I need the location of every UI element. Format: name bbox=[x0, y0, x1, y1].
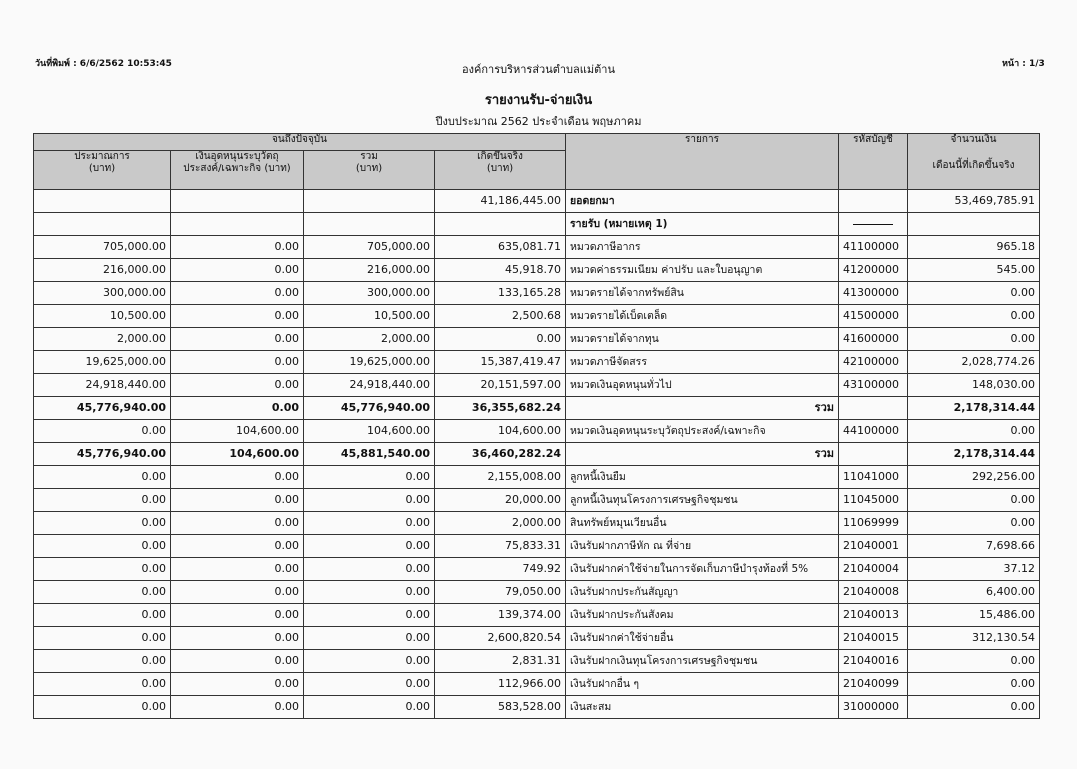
cell-actual: 20,000.00 bbox=[435, 489, 566, 512]
cell-estimate: 0.00 bbox=[34, 604, 171, 627]
cell-actual: 2,000.00 bbox=[435, 512, 566, 535]
cell-amount: 6,400.00 bbox=[908, 581, 1040, 604]
cell-amount: 2,178,314.44 bbox=[908, 397, 1040, 420]
cell-account-code: 41500000 bbox=[839, 305, 908, 328]
table-row bbox=[34, 558, 1040, 581]
cell-item: เงินรับฝากค่าใช้จ่ายอื่น bbox=[566, 627, 839, 650]
cell-estimate bbox=[34, 213, 171, 236]
cell-estimate: 0.00 bbox=[34, 420, 171, 443]
cell-special-grant: 0.00 bbox=[171, 259, 304, 282]
cell-account-code: 21040004 bbox=[839, 558, 908, 581]
cell-amount bbox=[908, 213, 1040, 236]
cell-actual: 133,165.28 bbox=[435, 282, 566, 305]
cell-estimate: 0.00 bbox=[34, 627, 171, 650]
cell-amount: 965.18 bbox=[908, 236, 1040, 259]
cell-item: ลูกหนี้เงินยืม bbox=[566, 466, 839, 489]
cell-total: 0.00 bbox=[304, 535, 435, 558]
cell-estimate: 0.00 bbox=[34, 489, 171, 512]
cell-actual: 2,500.68 bbox=[435, 305, 566, 328]
cell-estimate: 0.00 bbox=[34, 558, 171, 581]
cell-special-grant: 0.00 bbox=[171, 512, 304, 535]
table-row bbox=[34, 581, 1040, 604]
cell-item: หมวดภาษีอากร bbox=[566, 236, 839, 259]
cell-actual bbox=[435, 213, 566, 236]
cell-amount: 37.12 bbox=[908, 558, 1040, 581]
cell-total: 0.00 bbox=[304, 581, 435, 604]
cell-item: เงินรับฝากประกันสัญญา bbox=[566, 581, 839, 604]
cell-account-code bbox=[839, 213, 908, 236]
header-to-date: จนถึงปัจจุบัน bbox=[34, 134, 566, 151]
table-row bbox=[34, 604, 1040, 627]
table-row bbox=[34, 627, 1040, 650]
page-number: หน้า : 1/3 bbox=[1002, 59, 1045, 69]
cell-item: รวม bbox=[566, 443, 839, 466]
cell-item: เงินรับฝากประกันสังคม bbox=[566, 604, 839, 627]
cell-account-code: 41200000 bbox=[839, 259, 908, 282]
cell-total: 216,000.00 bbox=[304, 259, 435, 282]
cell-special-grant: 0.00 bbox=[171, 627, 304, 650]
cell-account-code: 44100000 bbox=[839, 420, 908, 443]
cell-actual: 0.00 bbox=[435, 328, 566, 351]
cell-total: 300,000.00 bbox=[304, 282, 435, 305]
cell-account-code: 21040001 bbox=[839, 535, 908, 558]
cell-actual: 749.92 bbox=[435, 558, 566, 581]
cell-special-grant: 0.00 bbox=[171, 351, 304, 374]
cell-actual: 139,374.00 bbox=[435, 604, 566, 627]
cell-actual: 75,833.31 bbox=[435, 535, 566, 558]
cell-estimate: 0.00 bbox=[34, 581, 171, 604]
cell-special-grant: 0.00 bbox=[171, 604, 304, 627]
table-row bbox=[34, 259, 1040, 282]
cell-account-code: 43100000 bbox=[839, 374, 908, 397]
cell-actual: 79,050.00 bbox=[435, 581, 566, 604]
cell-account-code bbox=[839, 397, 908, 420]
cell-account-code: 11069999 bbox=[839, 512, 908, 535]
cell-item: หมวดเงินอุดหนุนระบุวัตถุประสงค์/เฉพาะกิจ bbox=[566, 420, 839, 443]
cell-total: 0.00 bbox=[304, 696, 435, 719]
cell-item: ลูกหนี้เงินทุนโครงการเศรษฐกิจชุมชน bbox=[566, 489, 839, 512]
cell-total: 0.00 bbox=[304, 627, 435, 650]
cell-account-code: 31000000 bbox=[839, 696, 908, 719]
cell-special-grant: 0.00 bbox=[171, 581, 304, 604]
cell-actual: 104,600.00 bbox=[435, 420, 566, 443]
cell-total: 10,500.00 bbox=[304, 305, 435, 328]
cell-total: 45,776,940.00 bbox=[304, 397, 435, 420]
cell-item: หมวดรายได้จากทุน bbox=[566, 328, 839, 351]
cell-account-code: 21040013 bbox=[839, 604, 908, 627]
table-body bbox=[34, 190, 1040, 719]
table-row bbox=[34, 420, 1040, 443]
table-row bbox=[34, 213, 1040, 236]
table-row bbox=[34, 374, 1040, 397]
table-row bbox=[34, 282, 1040, 305]
cell-account-code: 11045000 bbox=[839, 489, 908, 512]
cell-estimate: 2,000.00 bbox=[34, 328, 171, 351]
cell-item: หมวดรายได้เบ็ดเตล็ด bbox=[566, 305, 839, 328]
header-amount-label: จำนวนเงิน bbox=[950, 134, 997, 145]
cell-estimate: 0.00 bbox=[34, 535, 171, 558]
cell-item: เงินสะสม bbox=[566, 696, 839, 719]
cell-actual: 15,387,419.47 bbox=[435, 351, 566, 374]
cell-amount: 2,178,314.44 bbox=[908, 443, 1040, 466]
cell-actual: 36,355,682.24 bbox=[435, 397, 566, 420]
dash-mark bbox=[853, 224, 893, 225]
cell-special-grant: 0.00 bbox=[171, 696, 304, 719]
cell-amount: 292,256.00 bbox=[908, 466, 1040, 489]
cell-estimate: 0.00 bbox=[34, 512, 171, 535]
cell-special-grant: 104,600.00 bbox=[171, 420, 304, 443]
cell-special-grant: 0.00 bbox=[171, 305, 304, 328]
cell-total: 0.00 bbox=[304, 489, 435, 512]
cell-total: 705,000.00 bbox=[304, 236, 435, 259]
header-estimate: ประมาณการ (บาท) bbox=[34, 151, 171, 190]
cell-special-grant: 0.00 bbox=[171, 328, 304, 351]
cell-special-grant: 0.00 bbox=[171, 650, 304, 673]
cell-estimate: 0.00 bbox=[34, 696, 171, 719]
cell-account-code: 41600000 bbox=[839, 328, 908, 351]
cell-total: 0.00 bbox=[304, 673, 435, 696]
cell-actual: 2,155,008.00 bbox=[435, 466, 566, 489]
cell-estimate: 216,000.00 bbox=[34, 259, 171, 282]
report-subtitle: ปีงบประมาณ 2562 ประจำเดือน พฤษภาคม bbox=[435, 115, 642, 128]
cell-amount: 148,030.00 bbox=[908, 374, 1040, 397]
cell-item: เงินรับฝากเงินทุนโครงการเศรษฐกิจชุมชน bbox=[566, 650, 839, 673]
cell-amount: 312,130.54 bbox=[908, 627, 1040, 650]
table-row bbox=[34, 305, 1040, 328]
cell-total bbox=[304, 190, 435, 213]
cell-account-code bbox=[839, 190, 908, 213]
cell-amount: 0.00 bbox=[908, 282, 1040, 305]
cell-total: 45,881,540.00 bbox=[304, 443, 435, 466]
cell-amount: 0.00 bbox=[908, 305, 1040, 328]
cell-special-grant: 0.00 bbox=[171, 558, 304, 581]
cell-total: 0.00 bbox=[304, 650, 435, 673]
cell-total: 19,625,000.00 bbox=[304, 351, 435, 374]
cell-estimate: 0.00 bbox=[34, 466, 171, 489]
cell-special-grant: 0.00 bbox=[171, 397, 304, 420]
cell-item: สินทรัพย์หมุนเวียนอื่น bbox=[566, 512, 839, 535]
cell-special-grant: 104,600.00 bbox=[171, 443, 304, 466]
cell-actual: 112,966.00 bbox=[435, 673, 566, 696]
cell-actual: 635,081.71 bbox=[435, 236, 566, 259]
print-timestamp: วันที่พิมพ์ : 6/6/2562 10:53:45 bbox=[35, 59, 172, 69]
header-special-grant: เงินอุดหนุนระบุวัตถุ ประสงค์/เฉพาะกิจ (บาท) bbox=[171, 151, 304, 190]
cell-estimate: 45,776,940.00 bbox=[34, 443, 171, 466]
cell-amount: 0.00 bbox=[908, 650, 1040, 673]
organization-name: องค์การบริหารส่วนตำบลแม่ต้าน bbox=[462, 63, 615, 76]
cell-special-grant bbox=[171, 213, 304, 236]
cell-special-grant: 0.00 bbox=[171, 374, 304, 397]
cell-total: 0.00 bbox=[304, 558, 435, 581]
cell-special-grant: 0.00 bbox=[171, 489, 304, 512]
cell-amount: 7,698.66 bbox=[908, 535, 1040, 558]
cell-actual: 41,186,445.00 bbox=[435, 190, 566, 213]
cell-account-code: 41100000 bbox=[839, 236, 908, 259]
cell-amount: 0.00 bbox=[908, 328, 1040, 351]
table-row bbox=[34, 443, 1040, 466]
table-row bbox=[34, 489, 1040, 512]
cell-amount: 53,469,785.91 bbox=[908, 190, 1040, 213]
cell-amount: 0.00 bbox=[908, 420, 1040, 443]
cell-item: หมวดรายได้จากทรัพย์สิน bbox=[566, 282, 839, 305]
table-row bbox=[34, 328, 1040, 351]
cell-actual: 2,831.31 bbox=[435, 650, 566, 673]
header-amount bbox=[908, 134, 1040, 190]
cell-account-code: 42100000 bbox=[839, 351, 908, 374]
cell-item: เงินรับฝากค่าใช้จ่ายในการจัดเก็บภาษีบำรุงท้องที่ 5% bbox=[566, 558, 839, 581]
header-total: รวม (บาท) bbox=[304, 151, 435, 190]
table-row bbox=[34, 673, 1040, 696]
cell-estimate: 705,000.00 bbox=[34, 236, 171, 259]
cell-special-grant: 0.00 bbox=[171, 466, 304, 489]
cell-item: หมวดภาษีจัดสรร bbox=[566, 351, 839, 374]
cell-amount: 545.00 bbox=[908, 259, 1040, 282]
cell-amount: 2,028,774.26 bbox=[908, 351, 1040, 374]
table-row bbox=[34, 351, 1040, 374]
cell-special-grant: 0.00 bbox=[171, 282, 304, 305]
cell-account-code bbox=[839, 443, 908, 466]
header-amount-sub: เดือนนี้ที่เกิดขึ้นจริง bbox=[932, 160, 1015, 171]
cell-estimate: 0.00 bbox=[34, 673, 171, 696]
cell-item: รายรับ (หมายเหตุ 1) bbox=[566, 213, 839, 236]
cell-estimate: 24,918,440.00 bbox=[34, 374, 171, 397]
receipt-payment-table bbox=[33, 133, 1040, 719]
cell-account-code: 21040099 bbox=[839, 673, 908, 696]
report-title: รายงานรับ-จ่ายเงิน bbox=[484, 93, 593, 108]
cell-account-code: 41300000 bbox=[839, 282, 908, 305]
table-row bbox=[34, 650, 1040, 673]
cell-account-code: 21040016 bbox=[839, 650, 908, 673]
cell-special-grant: 0.00 bbox=[171, 535, 304, 558]
cell-estimate: 10,500.00 bbox=[34, 305, 171, 328]
table-row bbox=[34, 236, 1040, 259]
table-row bbox=[34, 397, 1040, 420]
cell-amount: 0.00 bbox=[908, 489, 1040, 512]
cell-total bbox=[304, 213, 435, 236]
table-row bbox=[34, 535, 1040, 558]
cell-special-grant bbox=[171, 190, 304, 213]
cell-estimate: 300,000.00 bbox=[34, 282, 171, 305]
cell-estimate: 45,776,940.00 bbox=[34, 397, 171, 420]
cell-total: 0.00 bbox=[304, 466, 435, 489]
cell-item: เงินรับฝากภาษีหัก ณ ที่จ่าย bbox=[566, 535, 839, 558]
cell-total: 2,000.00 bbox=[304, 328, 435, 351]
cell-total: 0.00 bbox=[304, 604, 435, 627]
cell-actual: 2,600,820.54 bbox=[435, 627, 566, 650]
cell-account-code: 21040008 bbox=[839, 581, 908, 604]
cell-actual: 583,528.00 bbox=[435, 696, 566, 719]
header-actual: เกิดขึ้นจริง (บาท) bbox=[435, 151, 566, 190]
cell-amount: 15,486.00 bbox=[908, 604, 1040, 627]
cell-item: เงินรับฝากอื่น ๆ bbox=[566, 673, 839, 696]
header-account-code: รหัสบัญชี bbox=[839, 134, 908, 190]
table-row bbox=[34, 696, 1040, 719]
cell-amount: 0.00 bbox=[908, 696, 1040, 719]
table-row bbox=[34, 466, 1040, 489]
cell-amount: 0.00 bbox=[908, 512, 1040, 535]
cell-total: 104,600.00 bbox=[304, 420, 435, 443]
cell-account-code: 11041000 bbox=[839, 466, 908, 489]
cell-item: หมวดเงินอุดหนุนทั่วไป bbox=[566, 374, 839, 397]
cell-item: ยอดยกมา bbox=[566, 190, 839, 213]
cell-estimate bbox=[34, 190, 171, 213]
cell-actual: 20,151,597.00 bbox=[435, 374, 566, 397]
cell-estimate: 19,625,000.00 bbox=[34, 351, 171, 374]
cell-item: หมวดค่าธรรมเนียม ค่าปรับ และใบอนุญาต bbox=[566, 259, 839, 282]
cell-special-grant: 0.00 bbox=[171, 236, 304, 259]
cell-amount: 0.00 bbox=[908, 673, 1040, 696]
cell-item: รวม bbox=[566, 397, 839, 420]
cell-estimate: 0.00 bbox=[34, 650, 171, 673]
cell-actual: 36,460,282.24 bbox=[435, 443, 566, 466]
cell-actual: 45,918.70 bbox=[435, 259, 566, 282]
cell-total: 24,918,440.00 bbox=[304, 374, 435, 397]
table-row bbox=[34, 512, 1040, 535]
table-row bbox=[34, 190, 1040, 213]
cell-account-code: 21040015 bbox=[839, 627, 908, 650]
header-item: รายการ bbox=[566, 134, 839, 190]
cell-special-grant: 0.00 bbox=[171, 673, 304, 696]
cell-total: 0.00 bbox=[304, 512, 435, 535]
